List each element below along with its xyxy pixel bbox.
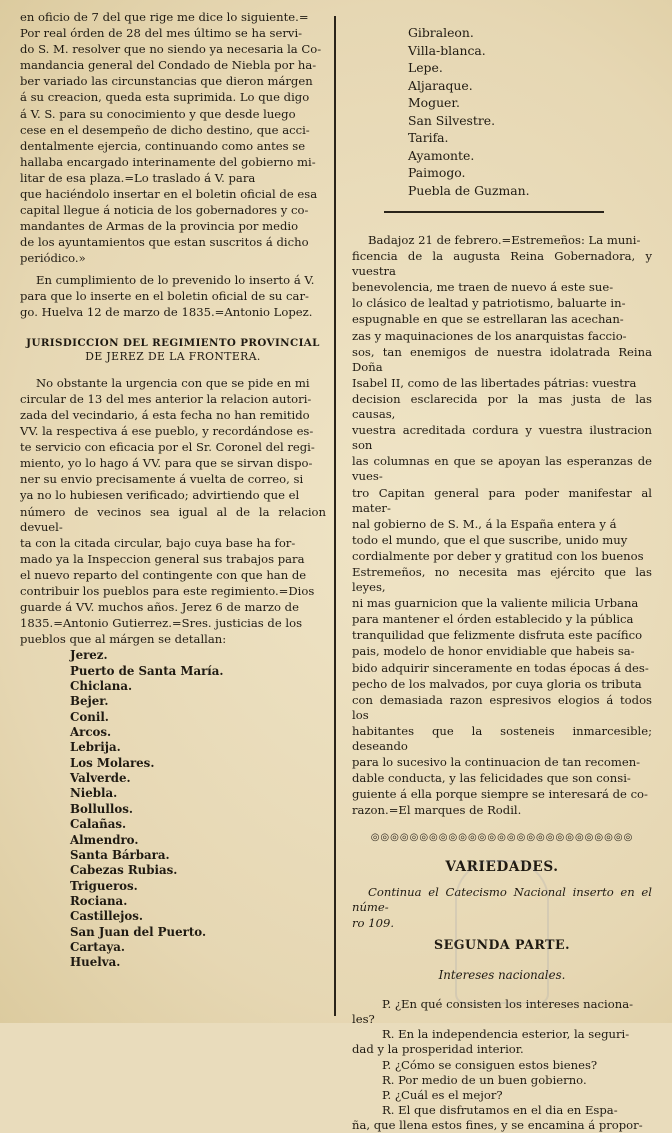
text-line: litar de esa plaza.=Lo traslado á V. para (20, 170, 256, 185)
text-line: pais, modelo de honor envidiable que habeis sa- (352, 644, 635, 659)
text-line: go. Huelva 12 de marzo de 1835.=Antonio Lopez. (20, 304, 313, 319)
text-line: mado ya la Inspeccion general sus trabajos para (20, 551, 305, 566)
text-line: Estremeños, no necesita mas ejército que las leyes, (352, 564, 652, 595)
town-item: Cartaya. (70, 939, 125, 954)
text-line: zada del vecindario, á esta fecha no han remitido (20, 407, 310, 422)
text-line: las columnas en que se apoyan las esperanzas de vues- (352, 454, 652, 484)
town-item: Almendro. (70, 832, 139, 847)
town-item: Jerez. (70, 648, 108, 663)
town-item: Aljaraque. (408, 77, 473, 93)
text-line: zas y maquinaciones de los anarquistas faccio- (352, 328, 627, 343)
text-line: en oficio de 7 del que rige me dice lo siguiente.= (20, 10, 309, 24)
left-column (20, 10, 326, 971)
text-line: ni mas guarnicion que la valiente milicia Urbana (352, 596, 639, 611)
catechism-qa (352, 997, 652, 1133)
para3 (20, 376, 326, 648)
text-line: circular de 13 del mes anterior la relacion autori- (20, 391, 312, 406)
text-line: mandancia general del Condado de Niebla por ha- (20, 58, 317, 73)
intereses-subtitle: Intereses nacionales. (438, 968, 566, 983)
town-item: Puerto de Santa María. (70, 663, 224, 678)
town-item: Rociana. (70, 893, 128, 908)
continuation-line: les? (352, 1012, 375, 1027)
text-line: benevolencia, me traen de nuevo á este sue- (352, 280, 614, 295)
ornament-divider: ◎◎◎◎◎◎◎◎◎◎◎◎◎◎◎◎◎◎◎◎◎◎◎◎◎◎◎ (370, 832, 634, 844)
text-line: Badajoz 21 de febrero.=Estremeños: La muni- (368, 233, 641, 247)
towns-list-left (20, 648, 326, 970)
text-line: dable conducta, y las felicidades que son consi- (352, 771, 631, 786)
town-item: Valverde. (70, 771, 131, 786)
town-item: Puebla de Guzman. (408, 182, 530, 198)
text-line: todo el mundo, que el que suscribe, unido muy (352, 532, 628, 547)
text-line: el nuevo reparto del contingente con que han de (20, 567, 307, 582)
towns-list-right (352, 24, 652, 199)
text-line: dentalmente ejercia, continuando como antes se (20, 138, 306, 153)
library-stamp-icon (455, 860, 549, 1004)
text-line: cese en el desempeño de dicho destino, que acci- (20, 122, 310, 137)
text-line: guarde á VV. muchos años. Jerez 6 de marzo de (20, 600, 299, 615)
variedades-title: VARIEDADES. (445, 858, 559, 875)
text-line: VV. la respectiva á ese pueblo, y recordándose es- (20, 424, 314, 439)
text-line: miento, yo lo hago á VV. para que se sirvan dispo- (20, 456, 313, 471)
heading-line2: DE JEREZ DE LA FRONTERA. (85, 349, 261, 363)
text-line: mandantes de Armas de la provincia por medio (20, 219, 299, 234)
town-item: Villa-blanca. (408, 42, 486, 58)
text-line: bido adquirir sinceramente en todas épocas á des- (352, 660, 649, 675)
text-line: de los ayuntamientos que estan suscritos á dicho (20, 235, 309, 250)
town-item: Bejer. (70, 694, 109, 709)
text-line: En cumplimiento de lo prevenido lo inserto á V. (36, 272, 315, 287)
text-line: espugnable en que se estrellaran las acechan- (352, 312, 624, 327)
town-item: Calañas. (70, 817, 127, 832)
text-line: para mantener el órden establecido y la pública (352, 612, 634, 627)
text-line: ta con la citada circular, bajo cuya base ha for- (20, 535, 296, 550)
answer-line: R. En la independencia esterior, la seguri- (382, 1027, 630, 1042)
text-line: número de vecinos sea igual al de la relacion devuel- (20, 504, 326, 534)
segunda-parte-title: SEGUNDA PARTE. (434, 936, 570, 952)
text-line: sos, tan enemigos de nuestra idolatrada Reina Doña (352, 344, 652, 374)
answer-line: R. Por medio de un buen gobierno. (382, 1072, 587, 1087)
text-line: ro 109. (352, 915, 395, 930)
text-line: que haciéndolo insertar en el boletin oficial de esa (20, 187, 318, 202)
town-item: Castillejos. (70, 909, 143, 924)
town-item: Niebla. (70, 786, 118, 801)
text-line: ber variado las circunstancias que dieron márgen (20, 74, 313, 89)
town-item: Conil. (70, 709, 109, 724)
heading-line1: JURISDICCION DEL REGIMIENTO PROVINCIAL (26, 336, 320, 349)
town-item: Gibraleon. (408, 25, 474, 40)
town-item: San Silvestre. (408, 112, 496, 128)
text-line: habitantes que la sosteneis inmarcesible; deseando (352, 723, 652, 753)
text-line: razon.=El marques de Rodil. (352, 803, 522, 818)
text-line: capital llegue á noticia de los gobernadores y co- (20, 203, 309, 218)
town-item: San Juan del Puerto. (70, 924, 207, 939)
question-line: P. ¿En qué consisten los intereses naciona- (382, 997, 634, 1012)
para2 (20, 273, 326, 320)
text-line: pecho de los malvados, por cuya gloria os tributa (352, 676, 642, 691)
text-line: para lo sucesivo la continuacion de tan recomen- (352, 755, 641, 770)
text-line: Por real órden de 28 del mes último se ha servi- (20, 26, 303, 41)
text-line: con demasiada razon espresivos elogios á todos los (352, 692, 652, 722)
town-item: Trigueros. (70, 878, 138, 893)
text-line: lo clásico de lealtad y patriotismo, baluarte in- (352, 296, 626, 311)
question-line: P. ¿Cómo se consiguen estos bienes? (382, 1057, 598, 1072)
text-line: decision esclarecida por la mas justa de las causas, (352, 391, 652, 422)
text-line: cordialmente por deber y gratitud con los buenos (352, 548, 644, 563)
town-item: Huelva. (70, 955, 121, 970)
text-line: á su creacion, queda esta suprimida. Lo que digo (20, 90, 310, 105)
column-divider (334, 16, 336, 1016)
text-line: hallaba encargado interinamente del gobierno mi- (20, 154, 316, 169)
badajoz-article (352, 233, 652, 818)
text-line: ya no lo hubiesen verificado; advirtiendo que el (20, 488, 300, 503)
text-line: Continua el Catecismo Nacional inserto en el núme- (352, 884, 652, 914)
text-line: contribuir los pueblos para este regimiento.=Dios (20, 584, 315, 598)
town-item: Santa Bárbara. (70, 847, 170, 862)
text-line: No obstante la urgencia con que se pide en mi (36, 375, 310, 390)
continuation-line: ña, que llena estos fines, y se encamina á propor- (352, 1117, 643, 1132)
text-line: guiente á ella porque siempre se interesará de co- (352, 787, 648, 802)
text-line: te servicio con eficacia por el Sr. Coronel del regi- (20, 440, 315, 455)
town-item: Los Molares. (70, 755, 155, 770)
text-line: pueblos que al márgen se detallan: (20, 632, 227, 647)
continuation-line: dad y la prosperidad interior. (352, 1042, 524, 1057)
answer-line: R. El que disfrutamos en el dia en Espa- (382, 1102, 618, 1117)
town-item: Tarifa. (408, 130, 449, 145)
regiment-heading (20, 336, 326, 364)
town-item: Chiclana. (70, 679, 133, 694)
town-item: Cabezas Rubias. (70, 863, 178, 878)
text-line: para que lo inserte en el boletin oficial de su car- (20, 288, 309, 303)
town-item: Moguer. (408, 95, 460, 110)
text-line: vuestra acreditada cordura y vuestra ilustracion son (352, 423, 652, 453)
town-item: Ayamonte. (408, 147, 475, 163)
town-item: Arcos. (70, 725, 112, 740)
text-line: ficencia de la augusta Reina Gobernadora, y vuestra (352, 249, 652, 279)
section-separator (384, 211, 604, 213)
text-line: do S. M. resolver que no siendo ya necesaria la Co- (20, 42, 322, 57)
text-line: tranquilidad que felizmente disfruta este pacífico (352, 628, 643, 643)
text-line: 1835.=Antonio Gutierrez.=Sres. justicias de los (20, 616, 303, 631)
text-line: nal gobierno de S. M., á la España entera y á (352, 516, 617, 531)
town-item: Lepe. (408, 60, 443, 75)
text-line: ner su envio precisamente á vuelta de correo, si (20, 472, 304, 487)
text-line: periódico.» (20, 251, 86, 266)
question-line: P. ¿Cuál es el mejor? (382, 1087, 503, 1102)
text-line: á V. S. para su conocimiento y que desde luego (20, 106, 296, 121)
town-item: Bollullos. (70, 801, 133, 816)
town-item: Paimogo. (408, 165, 466, 180)
para1 (20, 10, 326, 267)
text-line: tro Capitan general para poder manifestar al mater- (352, 485, 652, 515)
text-line: Isabel II, como de las libertades pátrias: vuestra (352, 375, 637, 390)
town-item: Lebrija. (70, 740, 121, 755)
